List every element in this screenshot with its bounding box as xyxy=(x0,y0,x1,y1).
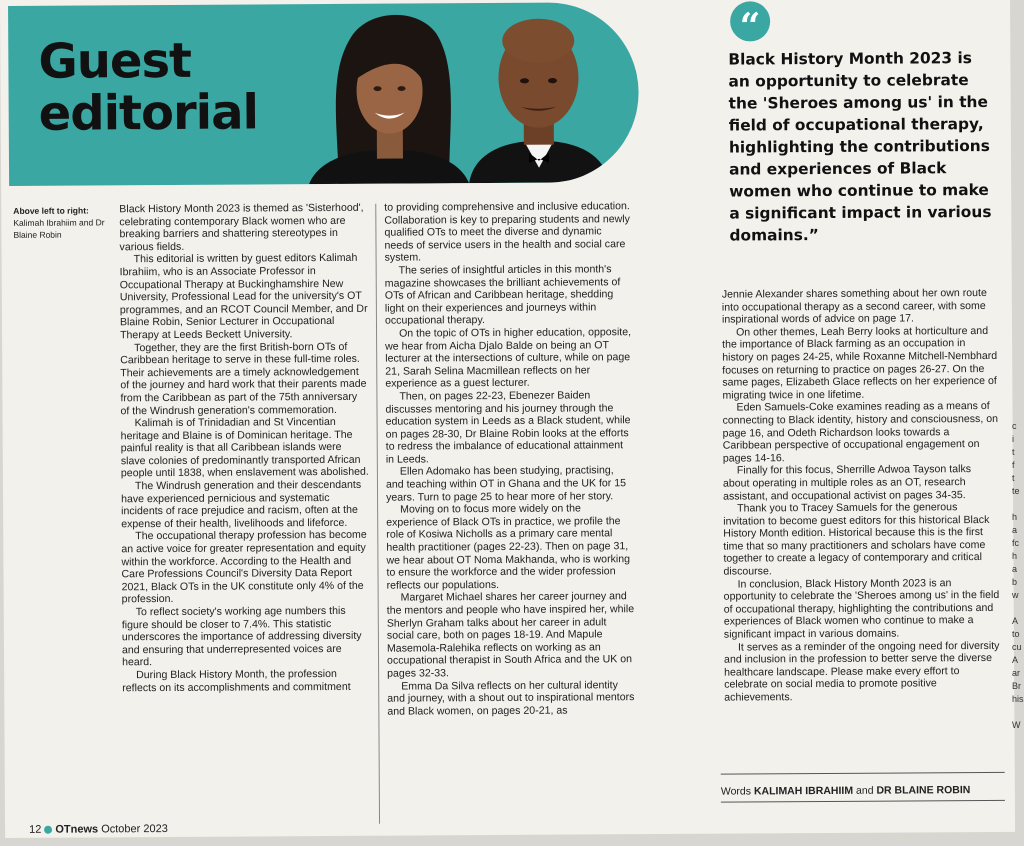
caption-text: Kalimah Ibrahiim and Dr Blaine Robin xyxy=(13,217,105,240)
paragraph: During Black History Month, the profession reflects on its accomplishments and commitment xyxy=(122,667,351,694)
byline-prefix: Words xyxy=(720,785,752,798)
title-line-2: editorial xyxy=(38,84,259,142)
edge-fragment: w xyxy=(1012,590,1019,600)
page-title xyxy=(38,32,259,142)
paragraph: Emma Da Silva reflects on her cultural identity and journey, with a shout out to inspirational mentors and Black women, on pages 20-21, as xyxy=(387,678,635,718)
byline-joiner: and xyxy=(855,784,874,797)
paragraph: to providing comprehensive and inclusive education. Collaboration is key to preparing students and newly qualified OTs to meet the diverse and dynamic needs of service users in the health and social care system. xyxy=(384,200,630,265)
edge-fragment: his xyxy=(1012,694,1024,704)
page-footer xyxy=(29,823,168,836)
paragraph: Finally for this focus, Sherrille Adwoa Tayson talks about operating in multiple roles as an OT, research assistant, and occupational activist on pages 34-35. xyxy=(722,463,972,503)
photo-blaine-robin xyxy=(468,2,609,183)
quote-mark-icon: “ xyxy=(730,1,770,41)
edge-fragment: t xyxy=(1012,447,1015,457)
article-column-1 xyxy=(119,202,370,695)
edge-fragment xyxy=(1012,498,1024,511)
edge-fragment: cu xyxy=(1012,642,1022,652)
paragraph: On the topic of OTs in higher education, opposite, we hear from Aicha Djalo Balde on being an OT lecturer at the intersections of culture, while on page 21, Sarah Selina Macmillean reflects on her experience as a guest lecturer. xyxy=(385,326,632,390)
header-banner xyxy=(8,2,639,186)
edge-fragment: h xyxy=(1012,551,1018,561)
byline-rule-bottom xyxy=(721,800,1005,803)
byline-author-1: KALIMAH IBRAHIIM xyxy=(753,784,854,798)
paragraph: To reflect society's working age numbers this figure should be closer to 7.4%. This statistic underscores the importance of addressing diversity and ensuring that underrepresented voices are heard. xyxy=(121,604,362,669)
edge-fragment: h xyxy=(1012,512,1018,522)
edge-fragment: t xyxy=(1012,473,1015,483)
byline-author-2: DR BLAINE ROBIN xyxy=(876,784,971,797)
dot-icon xyxy=(44,826,52,834)
edge-fragment xyxy=(1012,602,1024,615)
paragraph: The series of insightful articles in this month's magazine showcases the brilliant achievements of OTs of African and Caribbean heritage, shedding light on their experiences and journeys within occupational therapy. xyxy=(384,263,621,327)
photo-caption xyxy=(13,204,108,241)
edge-fragment: fc xyxy=(1012,538,1020,548)
paragraph: The occupational therapy profession has become an active voice for greater representation and equity within the workforce. According to the Health and Care Professions Council's Diversity Data Report 2021, Black OTs in the UK constitute only 4% of the profession. xyxy=(121,529,367,606)
edge-fragment: A xyxy=(1012,655,1019,665)
edge-fragment: b xyxy=(1012,577,1018,587)
column-divider xyxy=(375,204,380,824)
paragraph: Kalimah is of Trinidadian and St Vincentian heritage and Blaine is of Dominican heritage. The painful reality is that all Caribbean islands were slave colonies of predominantly transported African people until 1838, when enslavement was abolished. xyxy=(120,416,369,480)
paragraph: Margaret Michael shares her career journey and the mentors and people who have inspired her, while Sherlyn Graham talks about her career in adult social care, both on pages 18-19. And Mapule Masemola-Ralehika reflects on working as an occupational therapist in South Africa and the UK on pages 32-33. xyxy=(386,590,635,680)
caption-heading: Above left to right: xyxy=(13,205,89,216)
byline xyxy=(721,784,1011,798)
article-column-3 xyxy=(722,287,1001,704)
paragraph: Together, they are the first British-born OTs of Caribbean heritage to serve in these full-time roles. Their achievements are a timely acknowledgement of the journey and hard work that their parents made from the Caribbean as part of the 75th anniversary of the Windrush generation's commemoration. xyxy=(120,340,367,417)
paragraph: In conclusion, Black History Month 2023 is an opportunity to celebrate the 'Sheroes among us' in the field of occupational therapy, highlighting the contributions and experiences of Black women who continue to make a significant impact in various domains. xyxy=(723,576,1000,641)
paragraph: Then, on pages 22-23, Ebenezer Baiden discusses mentoring and his journey through the education system in Leeds as a Black student, while on pages 28-30, Dr Blaine Robin looks at the efforts to redress the imbalance of educational attainment in Leeds. xyxy=(385,389,631,466)
page-number: 12 xyxy=(29,823,42,836)
paragraph: Thank you to Tracey Samuels for the generous invitation to become guest editors for this historical Black History Month edition. Historical because this is the first time that so many practitioners and scholars have come together to create a legacy of contemporary and critical discourse. xyxy=(723,501,990,578)
edge-fragment: to xyxy=(1012,629,1020,639)
edge-fragment: f xyxy=(1012,460,1015,470)
paragraph: On other themes, Leah Berry looks at horticulture and the importance of Black farming as an occupation in history on pages 24-25, while Roxanne Mitchell-Nembhard focuses on returning to practice on pages 26-27. On the same pages, Elizabeth Glace reflects on her experience of migrating twice in one lifetime. xyxy=(722,324,998,402)
paragraph: This editorial is written by guest editors Kalimah Ibrahiim, who is an Associate Professor in Occupational Therapy at Buckinghamshire New University, Professional Lead for the university's OT programmes, and an RCOT Council Member, and Dr Blaine Robin, Senior Lecturer in Occupational Therapy at Leeds Beckett University. xyxy=(119,252,368,342)
next-page-edge xyxy=(1012,420,1024,732)
paragraph: Eden Samuels-Coke examines reading as a means of connecting to Black identity, history and consciousness, on page 16, and Odeth Richardson looks towards a Caribbean perspective of occupational engagement on pages 14-16. xyxy=(722,400,999,465)
paragraph: It serves as a reminder of the ongoing need for diversity and inclusion in the profession to better serve the diverse healthcare landscape. Please make every effort to celebrate on social media to promote positive achievements. xyxy=(724,639,1000,704)
pull-quote: Black History Month 2023 is an opportunity to celebrate the 'Sheroes among us' in the field of occupational therapy, highlighting the contributions and experiences of Black women who continue to make a significant impact in various domains.” xyxy=(728,49,992,245)
byline-rule-top xyxy=(721,772,1005,775)
photo-kalimah-ibrahiim xyxy=(298,8,479,184)
edge-fragment: a xyxy=(1012,525,1018,535)
issue-date: October 2023 xyxy=(101,822,168,836)
edge-fragment xyxy=(1012,706,1024,719)
article-column-2 xyxy=(384,200,635,718)
edge-fragment: c xyxy=(1012,421,1017,431)
paragraph: Jennie Alexander shares something about her own route into occupational therapy as a second career, with some inspirational words of advice on page 17. xyxy=(721,286,987,326)
edge-fragment: Br xyxy=(1012,681,1021,691)
edge-fragment: i xyxy=(1012,434,1014,444)
edge-fragment: te xyxy=(1012,486,1020,496)
edge-fragment: W xyxy=(1012,720,1021,730)
paragraph: Ellen Adomako has been studying, practising, and teaching within OT in Ghana and the UK for 15 years. Turn to page 25 to hear more of her story. xyxy=(385,464,627,504)
magazine-brand: OTnews xyxy=(55,823,99,836)
paragraph: Black History Month 2023 is themed as 'Sisterhood', celebrating contemporary Black women who are breaking barriers and shattering stereotypes in various fields. xyxy=(119,201,364,254)
paragraph: The Windrush generation and their descendants have experienced pernicious and systematic incidents of race prejudice and racism, often at the expense of their health, livelihoods and lifeforce. xyxy=(121,478,362,531)
edge-fragment: a xyxy=(1012,564,1018,574)
edge-fragment: A xyxy=(1012,616,1019,626)
title-line-1: Guest xyxy=(38,32,192,90)
paragraph: Moving on to focus more widely on the experience of Black OTs in practice, we profile the role of Kosiwa Nicholls as a primary care mental health practitioner (pages 22-23). Then on page 31, we hear about OT Noma Makhanda, who is working to ensure the workforce and the wider profession reflects our populations. xyxy=(386,502,631,592)
edge-fragment: ar xyxy=(1012,668,1021,678)
